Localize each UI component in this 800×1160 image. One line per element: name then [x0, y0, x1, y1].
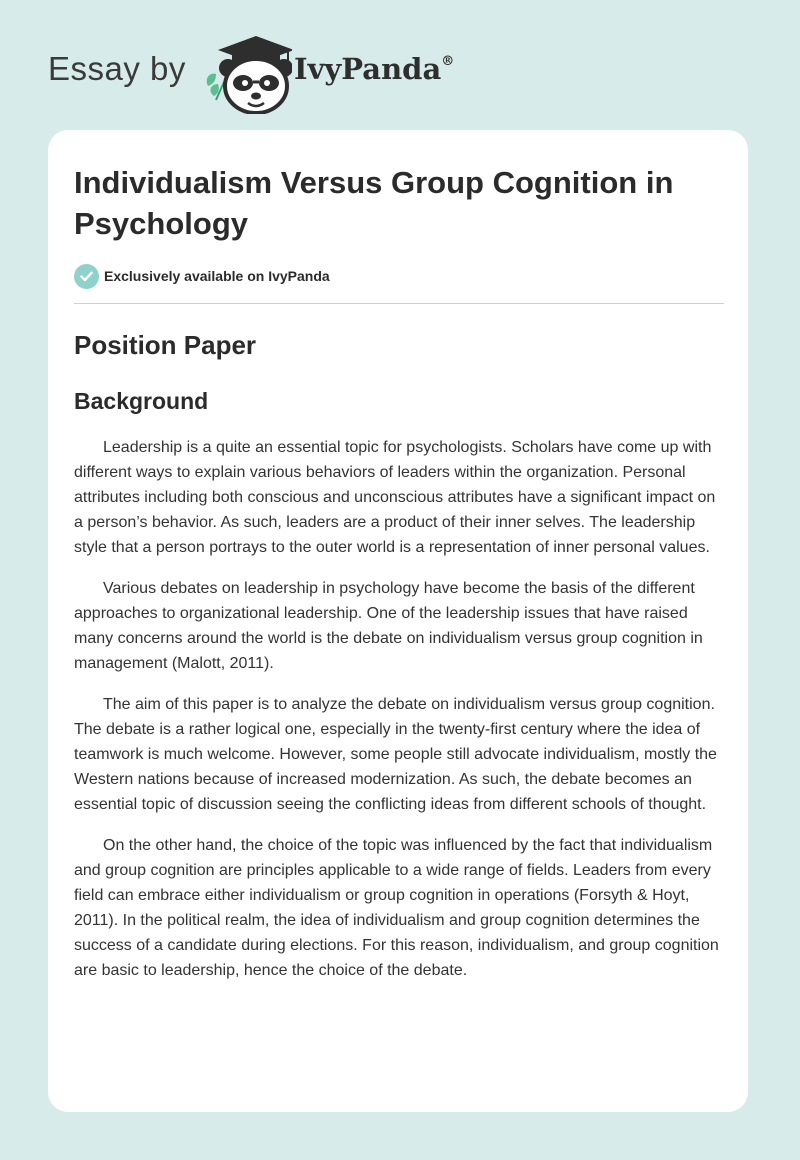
brand-name[interactable]	[294, 52, 454, 86]
panda-graduate-logo-icon[interactable]	[202, 34, 292, 114]
title-divider	[74, 303, 724, 304]
essay-content	[74, 162, 724, 1001]
subsection-heading: Background	[74, 388, 209, 414]
essay-card	[48, 130, 748, 1112]
check-circle-icon	[74, 264, 99, 289]
essay-title: Individualism Versus Group Cognition in Psychology	[74, 165, 674, 241]
site-header	[48, 28, 748, 118]
paragraph: On the other hand, the choice of the topic was influenced by the fact that individualism and group cognition are principles applicable to a wide range of fields. Leaders from every field can embrace either individualism or group cognition in operations (Forsyth & Hoyt, 2011). In the political realm, the idea of individualism and group cognition determines the success of a candidate during elections. For this reason, individualism, and group cognition are basic to leadership, hence the choice of the debate.	[74, 837, 719, 979]
brand-text: IvyPanda	[294, 52, 442, 86]
paragraph: Leadership is a quite an essential topic for psychologists. Scholars have come up with different ways to explain various behaviors of leaders within the organization. Personal attributes including both conscious and unconscious attributes have a significant impact on a person’s behavior. As such, leaders are a product of their inner selves. The leadership style that a person portrays to the outer world is a representation of inner personal values.	[74, 439, 716, 556]
paragraph: The aim of this paper is to analyze the debate on individualism versus group cognition. The debate is a rather logical one, especially in the twenty-first century where the idea of teamwork is much welcome. However, some people still advocate individualism, mostly the Western nations because of increased modernization. As such, the debate becomes an essential topic of discussion seeing the conflicting ideas from different schools of thought.	[74, 696, 717, 813]
essay-by-label: Essay by	[48, 50, 186, 87]
paragraph: Various debates on leadership in psychology have become the basis of the different approaches to organizational leadership. One of the leadership issues that have raised many concerns around the world is the debate on individualism versus group cognition in management (Malott, 2011).	[74, 580, 703, 672]
registered-mark: ®	[441, 54, 455, 69]
exclusive-badge	[74, 262, 724, 290]
essay-body	[74, 436, 724, 984]
exclusive-label: Exclusively available on IvyPanda	[104, 268, 330, 284]
section-heading: Position Paper	[74, 330, 257, 360]
